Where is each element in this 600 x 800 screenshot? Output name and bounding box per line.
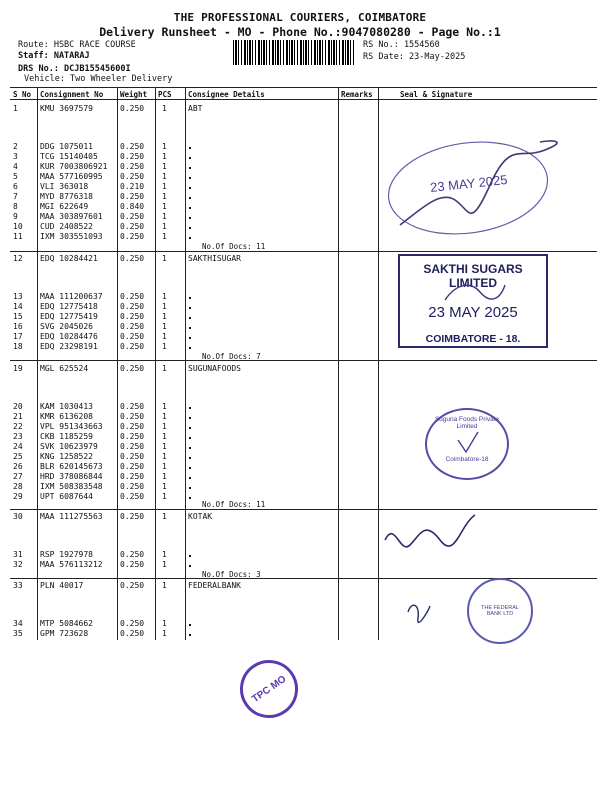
row-consignment: GPM 723628 bbox=[40, 629, 89, 638]
row-weight: 0.250 bbox=[120, 462, 145, 471]
row-pcs: 1 bbox=[162, 462, 167, 471]
group-divider bbox=[10, 360, 597, 361]
sakthi-date: 23 MAY 2025 bbox=[428, 304, 518, 321]
row-weight: 0.250 bbox=[120, 232, 145, 241]
row-sno: 30 bbox=[13, 512, 23, 521]
row-consignment: KUR 7003806921 bbox=[40, 162, 108, 171]
row-sno: 12 bbox=[13, 254, 23, 263]
row-pcs: 1 bbox=[162, 162, 167, 171]
row-pcs: 1 bbox=[162, 512, 167, 521]
row-pcs: 1 bbox=[162, 452, 167, 461]
row-sno: 11 bbox=[13, 232, 23, 241]
row-consignment: RSP 1927978 bbox=[40, 550, 93, 559]
row-consignment: IXM 508383548 bbox=[40, 482, 103, 491]
row-weight: 0.250 bbox=[120, 560, 145, 569]
row-consignment: PLN 40017 bbox=[40, 581, 84, 590]
row-weight: 0.250 bbox=[120, 432, 145, 441]
row-pcs: 1 bbox=[162, 629, 167, 638]
row-pcs: 1 bbox=[162, 322, 167, 331]
row-weight: 0.250 bbox=[120, 422, 145, 431]
row-sno: 16 bbox=[13, 322, 23, 331]
col-header-pcs: PCS bbox=[158, 90, 172, 99]
row-consignment: EDQ 10284421 bbox=[40, 254, 98, 263]
row-sno: 24 bbox=[13, 442, 23, 451]
row-consignee: KOTAK bbox=[188, 512, 213, 521]
row-dot bbox=[189, 634, 191, 636]
row-consignment: KAM 1030413 bbox=[40, 402, 93, 411]
tpc-mo-label: TPC MO bbox=[249, 673, 289, 705]
row-pcs: 1 bbox=[162, 152, 167, 161]
sakthi-sugars-stamp bbox=[398, 254, 548, 348]
vehicle-label: Vehicle: Two Wheeler Delivery bbox=[24, 74, 173, 84]
row-sno: 33 bbox=[13, 581, 23, 590]
row-pcs: 1 bbox=[162, 550, 167, 559]
row-sno: 18 bbox=[13, 342, 23, 351]
route-label: Route: HSBC RACE COURSE bbox=[18, 40, 136, 50]
row-pcs: 1 bbox=[162, 142, 167, 151]
row-dot bbox=[189, 197, 191, 199]
row-weight: 0.250 bbox=[120, 162, 145, 171]
row-weight: 0.250 bbox=[120, 472, 145, 481]
row-sno: 27 bbox=[13, 472, 23, 481]
docs-count: No.Of Docs: 3 bbox=[202, 570, 261, 579]
row-consignment: KNG 1258522 bbox=[40, 452, 93, 461]
row-consignee: SUGUNAFOODS bbox=[188, 364, 241, 373]
row-dot bbox=[189, 497, 191, 499]
row-pcs: 1 bbox=[162, 302, 167, 311]
row-consignment: SVK 10623979 bbox=[40, 442, 98, 451]
row-pcs: 1 bbox=[162, 342, 167, 351]
row-consignment: EDQ 10284476 bbox=[40, 332, 98, 341]
row-dot bbox=[189, 217, 191, 219]
row-sno: 23 bbox=[13, 432, 23, 441]
row-pcs: 1 bbox=[162, 619, 167, 628]
row-dot bbox=[189, 177, 191, 179]
company-title: THE PROFESSIONAL COURIERS, COIMBATORE bbox=[173, 11, 427, 24]
row-pcs: 1 bbox=[162, 560, 167, 569]
row-sno: 17 bbox=[13, 332, 23, 341]
row-pcs: 1 bbox=[162, 202, 167, 211]
row-pcs: 1 bbox=[162, 581, 167, 590]
docs-count: No.Of Docs: 7 bbox=[202, 352, 261, 361]
row-dot bbox=[189, 565, 191, 567]
row-weight: 0.250 bbox=[120, 332, 145, 341]
docs-count: No.Of Docs: 11 bbox=[202, 500, 266, 509]
col-header-seal: Seal & Signature bbox=[400, 90, 473, 99]
col-header-weight: Weight bbox=[120, 90, 148, 99]
row-pcs: 1 bbox=[162, 492, 167, 501]
row-dot bbox=[189, 187, 191, 189]
row-weight: 0.250 bbox=[120, 452, 145, 461]
row-sno: 31 bbox=[13, 550, 23, 559]
row-sno: 15 bbox=[13, 312, 23, 321]
row-consignment: EDQ 12775419 bbox=[40, 312, 98, 321]
row-consignment: KMU 3697579 bbox=[40, 104, 93, 113]
row-sno: 26 bbox=[13, 462, 23, 471]
row-consignment: SVG 2045026 bbox=[40, 322, 93, 331]
row-sno: 22 bbox=[13, 422, 23, 431]
row-weight: 0.250 bbox=[120, 192, 145, 201]
row-dot bbox=[189, 167, 191, 169]
row-pcs: 1 bbox=[162, 222, 167, 231]
row-pcs: 1 bbox=[162, 432, 167, 441]
row-weight: 0.250 bbox=[120, 104, 145, 113]
row-consignment: HRD 378086844 bbox=[40, 472, 103, 481]
row-weight: 0.250 bbox=[120, 302, 145, 311]
row-sno: 20 bbox=[13, 402, 23, 411]
row-dot bbox=[189, 487, 191, 489]
row-consignment: MTP 5084662 bbox=[40, 619, 93, 628]
row-sno: 1 bbox=[13, 104, 18, 113]
row-weight: 0.250 bbox=[120, 152, 145, 161]
row-sno: 13 bbox=[13, 292, 23, 301]
row-weight: 0.250 bbox=[120, 222, 145, 231]
row-pcs: 1 bbox=[162, 364, 167, 373]
runsheet-subtitle: Delivery Runsheet - MO - Phone No.:9047080280 - Page No.:1 bbox=[99, 25, 501, 39]
row-consignment: MYD 8776318 bbox=[40, 192, 93, 201]
row-weight: 0.250 bbox=[120, 492, 145, 501]
row-weight: 0.250 bbox=[120, 629, 145, 638]
row-sno: 21 bbox=[13, 412, 23, 421]
row-consignment: EDQ 12775418 bbox=[40, 302, 98, 311]
row-sno: 28 bbox=[13, 482, 23, 491]
row-sno: 34 bbox=[13, 619, 23, 628]
row-sno: 2 bbox=[13, 142, 18, 151]
suguna-name: Suguna Foods Private Limited bbox=[434, 416, 500, 430]
row-dot bbox=[189, 477, 191, 479]
row-consignment: MGL 625524 bbox=[40, 364, 89, 373]
row-pcs: 1 bbox=[162, 482, 167, 491]
row-consignment: MAA 577160995 bbox=[40, 172, 103, 181]
row-pcs: 1 bbox=[162, 312, 167, 321]
row-consignment: MAA 576113212 bbox=[40, 560, 103, 569]
sakthi-name: SAKTHI SUGARS LIMITED bbox=[423, 262, 523, 290]
row-consignment: KMR 6136208 bbox=[40, 412, 93, 421]
row-pcs: 1 bbox=[162, 254, 167, 263]
row-weight: 0.250 bbox=[120, 412, 145, 421]
row-pcs: 1 bbox=[162, 232, 167, 241]
rs-number: RS No.: 1554560 bbox=[363, 40, 440, 50]
row-sno: 32 bbox=[13, 560, 23, 569]
row-consignee: ABT bbox=[188, 104, 203, 113]
row-sno: 9 bbox=[13, 212, 18, 221]
abt-date-stamp: 23 MAY 2025 bbox=[429, 171, 509, 196]
row-sno: 3 bbox=[13, 152, 18, 161]
row-consignment: MAA 303897601 bbox=[40, 212, 103, 221]
row-dot bbox=[189, 157, 191, 159]
row-consignment: IXM 303551093 bbox=[40, 232, 103, 241]
row-dot bbox=[189, 624, 191, 626]
row-weight: 0.250 bbox=[120, 322, 145, 331]
staff-label: Staff: NATARAJ bbox=[18, 51, 90, 61]
row-dot bbox=[189, 407, 191, 409]
row-dot bbox=[189, 457, 191, 459]
row-dot bbox=[189, 427, 191, 429]
row-weight: 0.250 bbox=[120, 402, 145, 411]
row-pcs: 1 bbox=[162, 104, 167, 113]
row-consignment: MGI 622649 bbox=[40, 202, 89, 211]
row-pcs: 1 bbox=[162, 192, 167, 201]
row-dot bbox=[189, 437, 191, 439]
row-consignment: MAA 111200637 bbox=[40, 292, 103, 301]
row-sno: 5 bbox=[13, 172, 18, 181]
suguna-seal bbox=[425, 408, 509, 480]
row-weight: 0.250 bbox=[120, 312, 145, 321]
row-sno: 29 bbox=[13, 492, 23, 501]
row-consignment: VPL 951343663 bbox=[40, 422, 103, 431]
row-weight: 0.250 bbox=[120, 342, 145, 351]
sakthi-city: COIMBATORE - 18. bbox=[425, 333, 521, 345]
row-weight: 0.250 bbox=[120, 482, 145, 491]
row-pcs: 1 bbox=[162, 212, 167, 221]
row-consignment: CUD 2408522 bbox=[40, 222, 93, 231]
group-divider bbox=[10, 251, 597, 252]
row-pcs: 1 bbox=[162, 412, 167, 421]
row-pcs: 1 bbox=[162, 442, 167, 451]
row-pcs: 1 bbox=[162, 172, 167, 181]
row-weight: 0.840 bbox=[120, 202, 145, 211]
row-sno: 8 bbox=[13, 202, 18, 211]
row-dot bbox=[189, 447, 191, 449]
row-sno: 6 bbox=[13, 182, 18, 191]
rs-date: RS Date: 23-May-2025 bbox=[363, 52, 466, 62]
row-sno: 10 bbox=[13, 222, 23, 231]
row-consignment: BLR 620145673 bbox=[40, 462, 103, 471]
row-consignment: TCG 15140405 bbox=[40, 152, 98, 161]
col-header-sno: S No bbox=[13, 90, 32, 99]
row-dot bbox=[189, 417, 191, 419]
col-header-remarks: Remarks bbox=[341, 90, 373, 99]
row-weight: 0.250 bbox=[120, 212, 145, 221]
row-sno: 25 bbox=[13, 452, 23, 461]
col-header-consignee: Consignee Details bbox=[188, 90, 265, 99]
row-consignment: DDG 1075011 bbox=[40, 142, 93, 151]
row-dot bbox=[189, 147, 191, 149]
row-weight: 0.250 bbox=[120, 581, 145, 590]
col-header-consignment: Consignment No bbox=[40, 90, 104, 99]
row-sno: 14 bbox=[13, 302, 23, 311]
row-dot bbox=[189, 347, 191, 349]
row-dot bbox=[189, 555, 191, 557]
federal-bank-name: THE FEDERAL BANK LTD bbox=[481, 605, 519, 617]
row-sno: 35 bbox=[13, 629, 23, 638]
row-pcs: 1 bbox=[162, 472, 167, 481]
row-weight: 0.250 bbox=[120, 442, 145, 451]
row-consignment: VLI 363018 bbox=[40, 182, 89, 191]
row-pcs: 1 bbox=[162, 332, 167, 341]
federal-bank-seal bbox=[467, 578, 533, 644]
row-consignee: SAKTHISUGAR bbox=[188, 254, 241, 263]
suguna-city: Coimbatore-18 bbox=[445, 456, 489, 463]
row-weight: 0.250 bbox=[120, 142, 145, 151]
docs-count: No.Of Docs: 11 bbox=[202, 242, 266, 251]
row-pcs: 1 bbox=[162, 422, 167, 431]
row-sno: 4 bbox=[13, 162, 18, 171]
row-sno: 7 bbox=[13, 192, 18, 201]
row-dot bbox=[189, 317, 191, 319]
row-weight: 0.210 bbox=[120, 182, 145, 191]
row-consignment: MAA 111275563 bbox=[40, 512, 103, 521]
row-pcs: 1 bbox=[162, 182, 167, 191]
row-weight: 0.250 bbox=[120, 619, 145, 628]
row-weight: 0.250 bbox=[120, 292, 145, 301]
row-pcs: 1 bbox=[162, 292, 167, 301]
group-divider bbox=[10, 509, 597, 510]
row-weight: 0.250 bbox=[120, 172, 145, 181]
row-consignment: UPT 6087644 bbox=[40, 492, 93, 501]
row-dot bbox=[189, 467, 191, 469]
row-weight: 0.250 bbox=[120, 512, 145, 521]
row-dot bbox=[189, 307, 191, 309]
row-consignment: CKB 1185259 bbox=[40, 432, 93, 441]
row-weight: 0.250 bbox=[120, 550, 145, 559]
row-dot bbox=[189, 207, 191, 209]
row-pcs: 1 bbox=[162, 402, 167, 411]
row-weight: 0.250 bbox=[120, 364, 145, 373]
row-sno: 19 bbox=[13, 364, 23, 373]
row-dot bbox=[189, 297, 191, 299]
drs-label: DRS No.: DCJB15545600I bbox=[18, 64, 131, 74]
row-consignment: EDQ 23298191 bbox=[40, 342, 98, 351]
row-weight: 0.250 bbox=[120, 254, 145, 263]
row-consignee: FEDERALBANK bbox=[188, 581, 241, 590]
row-dot bbox=[189, 327, 191, 329]
row-dot bbox=[189, 337, 191, 339]
row-dot bbox=[189, 227, 191, 229]
row-dot bbox=[189, 237, 191, 239]
